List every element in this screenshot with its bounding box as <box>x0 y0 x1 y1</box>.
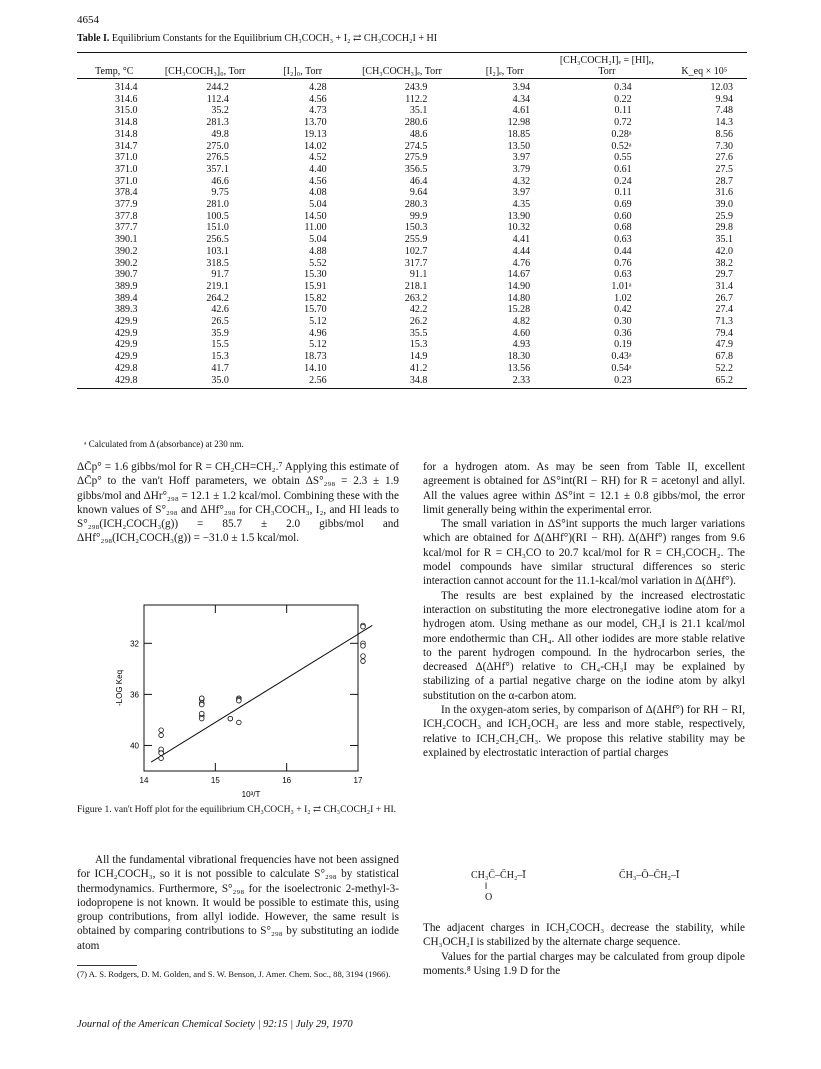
table-cell: 14.10 <box>304 362 327 374</box>
table-cell: 0.34 <box>614 82 632 93</box>
table-cell: 46.6 <box>211 175 229 187</box>
table-cell: 13.56 <box>507 362 531 374</box>
paragraph: for a hydrogen atom. As may be seen from Table II, excellent agreement is obtained for ΔS°int(RI − RH) for R = acetonyl and allyl. All the values agree within ΔS°int = 12.1 ± 0.8 gibbs/mol, the error limit generally being within the experimental error. <box>423 461 745 516</box>
table-cell: 15.28 <box>507 304 531 316</box>
table-cell: 390.7 <box>114 269 138 281</box>
table-cell: 0.54ᵃ <box>611 362 632 374</box>
table-cell: 0.69 <box>614 199 632 211</box>
table-cell: 42.6 <box>211 304 229 316</box>
table-cell: 7.30 <box>715 140 733 152</box>
table-cell: 35.2 <box>211 105 229 117</box>
footnote <box>77 969 399 980</box>
table-row <box>77 222 747 234</box>
table-row <box>77 281 747 293</box>
table-cell: 0.23 <box>552 375 662 389</box>
column-header: [I₂]ₑ, Torr <box>457 53 552 79</box>
table-cell: 0.68 <box>614 222 632 234</box>
data-point <box>199 702 204 707</box>
table-cell: 100.5 <box>206 210 229 222</box>
table-cell: 4.76 <box>512 257 531 269</box>
table-cell: 4.82 <box>512 316 531 328</box>
table-cell: 26.7 <box>715 292 733 304</box>
table-cell: 314.7 <box>114 140 138 152</box>
table-cell: 0.52ᵃ <box>611 140 632 152</box>
fit-line <box>151 625 372 762</box>
table-cell: 11.00 <box>304 222 327 234</box>
table-cell: 4.41 <box>512 234 531 246</box>
table-cell: 18.73 <box>304 351 327 363</box>
table-cell: 429.9 <box>114 351 138 363</box>
table-cell: 9.75 <box>211 187 229 199</box>
table-row <box>77 339 747 351</box>
table-cell: 0.76 <box>614 257 632 269</box>
table-cell: 264.2 <box>206 292 229 304</box>
table-cell: 12.98 <box>507 117 531 129</box>
table-cell: 243.9 <box>404 82 428 93</box>
table-cell: 4.40 <box>309 163 327 175</box>
table-cell: 0.11 <box>614 105 632 117</box>
table-row <box>77 79 747 94</box>
table-cell: 390.2 <box>114 245 138 257</box>
table-cell: 18.30 <box>507 351 531 363</box>
data-point <box>361 659 366 664</box>
vant-hoff-plot <box>100 603 380 801</box>
column-header: K_eq × 10⁵ <box>662 53 747 79</box>
table-cell: 39.0 <box>715 199 733 211</box>
table-cell: 4.44 <box>512 245 531 257</box>
table-cell: 52.2 <box>715 362 733 374</box>
table-cell: 42.0 <box>715 245 733 257</box>
table-cell: 4.56 <box>309 93 327 105</box>
table-cell: 389.4 <box>114 292 138 304</box>
table-row <box>77 316 747 328</box>
table-row <box>77 105 747 117</box>
table-cell: 275.9 <box>404 152 428 164</box>
table-cell: 0.72 <box>614 117 632 129</box>
table-cell: 314.8 <box>114 128 138 140</box>
data-point <box>237 720 242 725</box>
table-cell: 3.79 <box>512 163 531 175</box>
table-cell: 79.4 <box>715 327 733 339</box>
right-column <box>423 460 745 760</box>
table-cell: 46.4 <box>409 175 428 187</box>
table-cell: 371.0 <box>114 152 138 164</box>
table-cell: 112.4 <box>206 93 229 105</box>
table-cell: 25.9 <box>715 210 733 222</box>
table-cell: 377.8 <box>114 210 138 222</box>
page-number: 4654 <box>77 14 99 26</box>
table-cell: 0.19 <box>614 339 632 351</box>
table-cell: 429.9 <box>114 327 138 339</box>
table-row <box>77 304 747 316</box>
table-cell: 0.63 <box>614 234 632 246</box>
table-cell: 390.2 <box>114 257 138 269</box>
table-cell: 26.2 <box>409 316 428 328</box>
table-row <box>77 152 747 164</box>
table-cell: 27.5 <box>715 163 733 175</box>
table-cell: 14.80 <box>507 292 531 304</box>
table-cell: 371.0 <box>114 175 138 187</box>
table-cell: 99.9 <box>409 210 428 222</box>
table-cell: 4.88 <box>309 245 327 257</box>
table-cell: 0.60 <box>614 210 632 222</box>
table-cell: 315.0 <box>114 105 138 117</box>
table-cell: 4.28 <box>309 82 327 93</box>
structure-oxygen: O <box>485 892 493 903</box>
table-cell: 67.8 <box>715 351 733 363</box>
table-cell: 314.4 <box>114 82 138 93</box>
table-title: Equilibrium Constants for the Equilibrium CH₃COCH₃ + I₂ ⇄ CH₃COCH₂I + HI <box>111 33 438 44</box>
structure-methoxymethyl-iodide: C̄H₃–Ō–C̄H₂–Ī <box>619 870 680 881</box>
x-tick-label: 15 <box>210 776 220 785</box>
data-point <box>237 698 242 703</box>
column-header: [I₂]₀, Torr <box>259 53 347 79</box>
table-cell: 65.2 <box>662 375 747 389</box>
table-footnote: ᵃ Calculated from Δ (absorbance) at 230 nm. <box>84 439 244 449</box>
table-cell: 3.94 <box>512 82 531 93</box>
table-cell: 42.2 <box>409 304 428 316</box>
paragraph: The adjacent charges in ICH₂COCH₃ decrease the stability, while CH₃OCH₂I is stabilized by the alternate charge sequence. <box>423 922 745 949</box>
table-cell: 9.94 <box>715 93 733 105</box>
table-cell: 102.7 <box>404 245 428 257</box>
figure-caption: Figure 1. van't Hoff plot for the equilibrium CH₃COCH₃ + I₂ ⇄ CH₃COCH₂I + HI. <box>77 804 397 815</box>
table-cell: 5.04 <box>309 234 327 246</box>
column-header: Temp, °C <box>77 53 151 79</box>
paragraph: Values for the partial charges may be calculated from group dipole moments.⁸ Using 1.9 D for the <box>423 950 745 977</box>
data-point <box>159 756 164 761</box>
table-cell: 7.48 <box>715 105 733 117</box>
table-row <box>77 258 747 270</box>
table-cell: 4.56 <box>309 175 327 187</box>
table-cell: 3.97 <box>512 152 531 164</box>
table-cell: 356.5 <box>404 163 428 175</box>
x-tick-label: 16 <box>282 776 292 785</box>
table-cell: 5.12 <box>309 316 327 328</box>
paragraph: The small variation in ΔS°int supports the much larger variations which are obtained for Δ(ΔHf°)(RI − RH). Δ(ΔHf°) ranges from 9.6 kcal/mol for R = CH₃CO to 20.7 kcal/mol for R = CH₃COCH₂. The model compounds have similar structural differences so steric interaction cannot account for the 11.1-kcal/mol variation in Δ(ΔHf°). <box>423 518 745 588</box>
table-cell: 41.2 <box>409 362 428 374</box>
column-header: [CH₃COCH₃]ₑ, Torr <box>347 53 458 79</box>
data-point <box>361 654 366 659</box>
paragraph: In the oxygen-atom series, by comparison of Δ(ΔHf°) for RH − RI, ICH₂COCH₃ and ICH₂OCH₃ are less and more stable, respectively, relative to ICH₂CH₂CH₃. We propose this relative stability may be explained by electrostatic interaction of partial charges <box>423 704 745 759</box>
y-tick-label: 32 <box>130 639 139 649</box>
table-cell: 219.1 <box>206 280 229 292</box>
data-point <box>199 696 204 701</box>
table-cell: 0.36 <box>614 327 632 339</box>
table-cell: 2.56 <box>259 375 347 389</box>
data-point <box>159 733 164 738</box>
table-header-row <box>77 53 747 79</box>
table-cell: 1.01ᵃ <box>611 280 632 292</box>
table-row <box>77 187 747 199</box>
table-cell: 429.9 <box>114 316 138 328</box>
column-header: [CH₃COCH₃]₀, Torr <box>151 53 258 79</box>
table-cell: 14.90 <box>507 280 531 292</box>
table-cell: 4.96 <box>309 327 327 339</box>
table-cell: 263.2 <box>404 292 428 304</box>
table-cell: 317.7 <box>404 257 428 269</box>
table-cell: 280.3 <box>404 199 428 211</box>
y-tick-label: 36 <box>130 690 139 700</box>
data-point <box>361 644 366 649</box>
table-cell: 429.8 <box>77 375 151 389</box>
table-cell: 4.73 <box>309 105 327 117</box>
x-tick-label: 17 <box>353 776 363 785</box>
table-cell: 91.7 <box>211 269 229 281</box>
table-cell: 9.64 <box>409 187 428 199</box>
table-cell: 281.0 <box>206 199 229 211</box>
table-cell: 35.5 <box>409 327 428 339</box>
table-cell: 1.02 <box>614 292 632 304</box>
table-row <box>77 351 747 363</box>
paragraph: ΔC̄p° = 1.6 gibbs/mol for R = CH₂CH=CH₂.⁷ Applying this estimate of ΔC̄p° to the van't Hoff parameters, we obtain ΔS°₂₉₈ = 2.3 ± 1.9 gibbs/mol and ΔHr°₂₉₈ = 12.1 ± 1.2 kcal/mol. Combining these with the known values of S°₂₉₈ and ΔHf°₂₉₈ for CH₃COCH₃, I₂, and HI leads to S°₂₉₈(ICH₂COCH₃(g)) = 85.7 ± 2.0 gibbs/mol and ΔHf°₂₉₈(ICH₂COCH₃(g)) = −31.0 ± 1.5 kcal/mol. <box>77 461 399 545</box>
table-cell: 14.67 <box>507 269 531 281</box>
table-row <box>77 363 747 375</box>
table-cell: 15.82 <box>304 292 327 304</box>
paragraph: The results are best explained by the increased electrostatic interaction on substituting the more electronegative iodine atom for a hydrogen atom. Using methane as our model, CH₃I is 21.1 kcal/mol more endothermic than CH₄. All other iodides are more stable relative to the parent hydrogen compound. In the hydrocarbon series, the decreased Δ(ΔHf°) relative to CH₄-CH₃I may be explained by stabilizing of a partial negative charge on the iodine atom by alkyl substitution on the α-carbon atom. <box>423 589 745 702</box>
paragraph: All the fundamental vibrational frequencies have not been assigned for ICH₂COCH₃, so it is not possible to calculate S°₂₉₈ by statistical thermodynamics. Furthermore, S°₂₉₈ for the isoelectronic 2-methyl-3-iodopropene is not known. It would be possible to estimate this, using group contributions, from allyl iodide. However, the same result is obtained by comparing contributions to S°₂₉₈ by substituting an iodide atom <box>77 854 399 952</box>
table-row <box>77 246 747 258</box>
table-cell: 2.33 <box>457 375 552 389</box>
y-tick-label: 40 <box>130 741 139 751</box>
table-cell: 150.3 <box>404 222 428 234</box>
journal-citation: Journal of the American Chemical Society | 92:15 | July 29, 1970 <box>77 1019 353 1030</box>
table-cell: 4.93 <box>512 339 531 351</box>
table-cell: 18.85 <box>507 128 531 140</box>
table-cell: 429.8 <box>114 362 138 374</box>
data-point <box>159 751 164 756</box>
table-cell: 10.32 <box>507 222 531 234</box>
table-cell: 13.70 <box>304 117 327 129</box>
table-row <box>77 328 747 340</box>
table-cell: 390.1 <box>114 234 138 246</box>
table-cell: 4.34 <box>512 93 531 105</box>
table-cell: 47.9 <box>715 339 733 351</box>
table-body <box>77 79 747 389</box>
data-point <box>199 716 204 721</box>
table-row <box>77 234 747 246</box>
table-cell: 14.3 <box>715 117 733 129</box>
table-cell: 281.3 <box>206 117 229 129</box>
table-cell: 4.35 <box>512 199 531 211</box>
table-cell: 0.44 <box>614 245 632 257</box>
table-cell: 389.3 <box>114 304 138 316</box>
table-row <box>77 211 747 223</box>
table-cell: 112.2 <box>405 93 428 105</box>
table-cell: 5.52 <box>309 257 327 269</box>
table-cell: 4.32 <box>512 175 531 187</box>
table-cell: 26.5 <box>211 316 229 328</box>
column-header: [CH₃COCH₂I]ₑ = [HI]ₑ, Torr <box>552 53 662 79</box>
table-cell: 218.1 <box>404 280 428 292</box>
table-cell: 377.9 <box>114 199 138 211</box>
table-cell: 15.3 <box>409 339 428 351</box>
table-cell: 0.63 <box>614 269 632 281</box>
table-cell: 275.0 <box>206 140 229 152</box>
x-axis-label: 10³/T <box>241 790 261 799</box>
table-cell: 35.1 <box>715 234 733 246</box>
table-cell: 15.3 <box>211 351 229 363</box>
table-cell: 15.30 <box>304 269 327 281</box>
table-cell: 71.3 <box>715 316 733 328</box>
table-row <box>77 129 747 141</box>
table-cell: 35.0 <box>151 375 258 389</box>
data-point <box>361 624 366 629</box>
equilibrium-table <box>77 52 747 389</box>
table-row <box>77 141 747 153</box>
table-cell: 4.61 <box>512 105 531 117</box>
table-cell: 14.9 <box>409 351 428 363</box>
table-cell: 4.52 <box>309 152 327 164</box>
table-cell: 14.50 <box>304 210 327 222</box>
table-cell: 429.9 <box>114 339 138 351</box>
table-cell: 255.9 <box>404 234 428 246</box>
table-cell: 244.2 <box>206 82 229 93</box>
table-cell: 4.60 <box>512 327 531 339</box>
table-cell: 151.0 <box>206 222 229 234</box>
table-cell: 0.24 <box>614 175 632 187</box>
table-cell: 389.9 <box>114 280 138 292</box>
table-cell: 38.2 <box>715 257 733 269</box>
data-point <box>159 728 164 733</box>
table-cell: 0.28ᵃ <box>611 128 632 140</box>
table-cell: 49.8 <box>211 128 229 140</box>
table-cell: 357.1 <box>206 163 229 175</box>
table-cell: 14.02 <box>304 140 327 152</box>
charge-structures <box>423 865 745 913</box>
data-point <box>199 711 204 716</box>
table-cell: 13.50 <box>507 140 531 152</box>
table-cell: 41.7 <box>211 362 229 374</box>
table-cell: 15.91 <box>304 280 327 292</box>
table-cell: 256.5 <box>206 234 229 246</box>
table-row <box>77 269 747 281</box>
table-cell: 377.7 <box>114 222 138 234</box>
table-cell: 5.04 <box>309 199 327 211</box>
table-label: Table I. <box>77 33 110 44</box>
table-cell: 318.5 <box>206 257 229 269</box>
table-cell: 0.30 <box>614 316 632 328</box>
table-cell: 19.13 <box>304 128 327 140</box>
table-cell: 103.1 <box>206 245 229 257</box>
table-cell: 91.1 <box>409 269 428 281</box>
table-cell: 12.03 <box>710 82 733 93</box>
table-row <box>77 94 747 106</box>
table-cell: 314.8 <box>114 117 138 129</box>
table-row <box>77 164 747 176</box>
table-cell: 378.4 <box>114 187 138 199</box>
table-cell: 8.56 <box>715 128 733 140</box>
table-row <box>77 375 747 389</box>
table-cell: 4.08 <box>309 187 327 199</box>
structure-acetonyl-iodide: CH₃C̄–C̄H₂–Ī <box>471 870 526 881</box>
table-row <box>77 293 747 305</box>
table-cell: 0.55 <box>614 152 632 164</box>
table-cell: 314.6 <box>114 93 138 105</box>
table-cell: 31.6 <box>715 187 733 199</box>
table-cell: 0.43ᵃ <box>611 351 632 363</box>
table-cell: 0.61 <box>614 163 632 175</box>
table-row <box>77 117 747 129</box>
footnote-text: (7) A. S. Rodgers, D. M. Golden, and S. W. Benson, J. Amer. Chem. Soc., 88, 3194 (1966). <box>77 969 391 979</box>
table-cell: 274.5 <box>404 140 428 152</box>
table-caption <box>77 33 747 44</box>
footnote-rule <box>77 965 137 966</box>
left-column-bottom <box>77 853 399 953</box>
y-axis-label: -LOG Keq <box>115 669 124 707</box>
table-cell: 0.42 <box>614 304 632 316</box>
table-cell: 5.12 <box>309 339 327 351</box>
data-point <box>228 716 233 721</box>
table-cell: 276.5 <box>206 152 229 164</box>
double-bond-mark: ‖ <box>485 881 488 891</box>
table-row <box>77 176 747 188</box>
table-cell: 29.8 <box>715 222 733 234</box>
table-cell: 15.5 <box>211 339 229 351</box>
table-cell: 13.90 <box>507 210 531 222</box>
table-cell: 280.6 <box>404 117 428 129</box>
table-cell: 27.4 <box>715 304 733 316</box>
table-row <box>77 199 747 211</box>
table-cell: 371.0 <box>114 163 138 175</box>
table-cell: 34.8 <box>347 375 458 389</box>
x-tick-label: 14 <box>139 776 149 785</box>
table-cell: 0.22 <box>614 93 632 105</box>
table-cell: 48.6 <box>409 128 428 140</box>
table-cell: 15.70 <box>304 304 327 316</box>
table-cell: 3.97 <box>512 187 531 199</box>
table-cell: 31.4 <box>715 280 733 292</box>
table-cell: 35.1 <box>409 105 428 117</box>
table-cell: 35.9 <box>211 327 229 339</box>
table-cell: 27.6 <box>715 152 733 164</box>
table-cell: 29.7 <box>715 269 733 281</box>
left-column-top <box>77 460 399 546</box>
table-cell: 0.11 <box>614 187 632 199</box>
table-cell: 28.7 <box>715 175 733 187</box>
right-column-bottom <box>423 921 745 978</box>
